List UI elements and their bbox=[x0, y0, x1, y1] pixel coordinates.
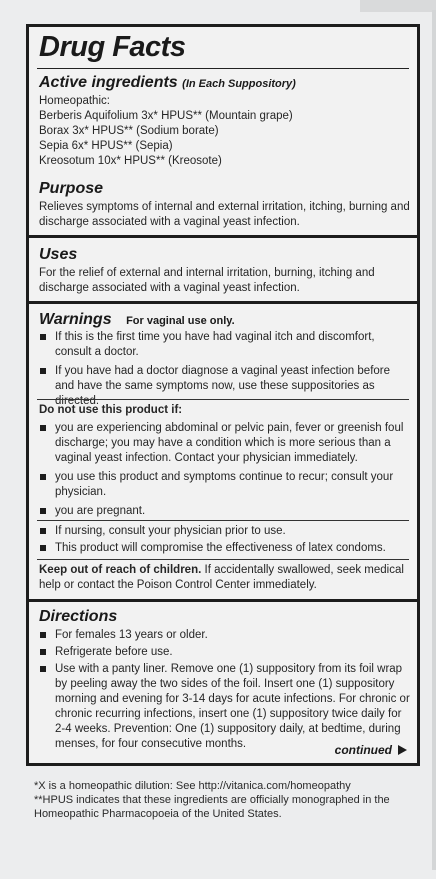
section-divider bbox=[29, 301, 417, 304]
warnings-title: Warnings bbox=[39, 311, 112, 328]
warnings-note: For vaginal use only. bbox=[126, 315, 235, 327]
keep-out-text: If accidentally swallowed, seek medical help or contact the Poison Control Center immediately. bbox=[39, 564, 404, 591]
ingredient-line: Sepia 6x* HPUS** (Sepia) bbox=[39, 140, 173, 152]
warning-bullet: If this is the first time you have had vaginal itch and discomfort, consult a doctor. bbox=[39, 330, 411, 360]
uses-heading: Uses bbox=[39, 246, 78, 263]
page-title: Drug Facts bbox=[39, 31, 186, 63]
warning-bullet: This product will compromise the effectiveness of latex condoms. bbox=[39, 541, 411, 556]
section-divider bbox=[29, 599, 417, 602]
keep-out-of-reach bbox=[39, 563, 411, 593]
purpose-text: Relieves symptoms of internal and external irritation, itching, burning and discharge associated with a vaginal yeast infection. bbox=[39, 201, 410, 228]
do-not-use-bullet: you use this product and symptoms continue to recur; consult your physician. bbox=[39, 470, 411, 500]
do-not-use-bullet: you are pregnant. bbox=[39, 504, 411, 519]
keep-out-bold: Keep out of reach of children. bbox=[39, 564, 202, 576]
active-ingredients-heading bbox=[39, 74, 296, 93]
box-flap bbox=[360, 0, 436, 12]
footnote-dilution: *X is a homeopathic dilution: See http://vitanica.com/homeopathy bbox=[34, 780, 351, 792]
ingredient-line: Borax 3x* HPUS** (Sodium borate) bbox=[39, 125, 219, 137]
drug-facts-panel bbox=[26, 24, 420, 766]
purpose-heading: Purpose bbox=[39, 180, 104, 197]
active-ingredients-list bbox=[39, 94, 411, 169]
do-not-use-heading: Do not use this product if: bbox=[39, 404, 183, 416]
continued-text: continued bbox=[334, 743, 392, 757]
directions-bullet: Use with a panty liner. Remove one (1) suppository from its foil wrap by peeling away the two sides of the foil. Insert one (1) suppository morning and evening for 3-14 days for acute infections. For chronic or chronic recurring infections, insert one (1) suppository twice daily for 2-4 weeks. Prevention: One (1) suppository daily, at bedtime, during menses, for four consecutive months. bbox=[39, 662, 411, 752]
directions-bullet: For females 13 years or older. bbox=[39, 628, 411, 643]
warning-bullet: If you have had a doctor diagnose a vaginal yeast infection before and have the same symptoms now, use these suppositories as directed. bbox=[39, 364, 411, 409]
warning-bullet: If nursing, consult your physician prior to use. bbox=[39, 524, 411, 539]
section-divider bbox=[29, 235, 417, 238]
ingredient-line: Kreosotum 10x* HPUS** (Kreosote) bbox=[39, 155, 222, 167]
box-edge bbox=[432, 10, 436, 870]
active-ingredients-sub: (In Each Suppository) bbox=[182, 78, 296, 90]
footnote-hpus: **HPUS indicates that these ingredients are officially monographed in the Homeopathic Pharmacopoeia of the United States. bbox=[34, 794, 390, 820]
triangle-right-icon bbox=[398, 745, 407, 755]
continued-label bbox=[335, 743, 407, 757]
ingredient-line: Berberis Aquifolium 3x* HPUS** (Mountain grape) bbox=[39, 110, 293, 122]
warnings-rule bbox=[37, 559, 409, 560]
warnings-rule bbox=[37, 520, 409, 521]
active-ingredients-title: Active ingredients bbox=[39, 74, 178, 91]
ingredient-line: Homeopathic: bbox=[39, 95, 110, 107]
warnings-rule bbox=[37, 399, 409, 400]
directions-bullet: Refrigerate before use. bbox=[39, 645, 411, 660]
warnings-heading bbox=[39, 311, 235, 330]
do-not-use-bullet: you are experiencing abdominal or pelvic pain, fever or greenish foul discharge; you may have a condition which is more serious than a vaginal yeast infection. Contact your physician immediately. bbox=[39, 421, 411, 466]
title-rule bbox=[37, 68, 409, 69]
directions-heading: Directions bbox=[39, 608, 118, 625]
uses-text: For the relief of external and internal irritation, burning, itching and discharge associated with a vaginal yeast infection. bbox=[39, 267, 375, 294]
